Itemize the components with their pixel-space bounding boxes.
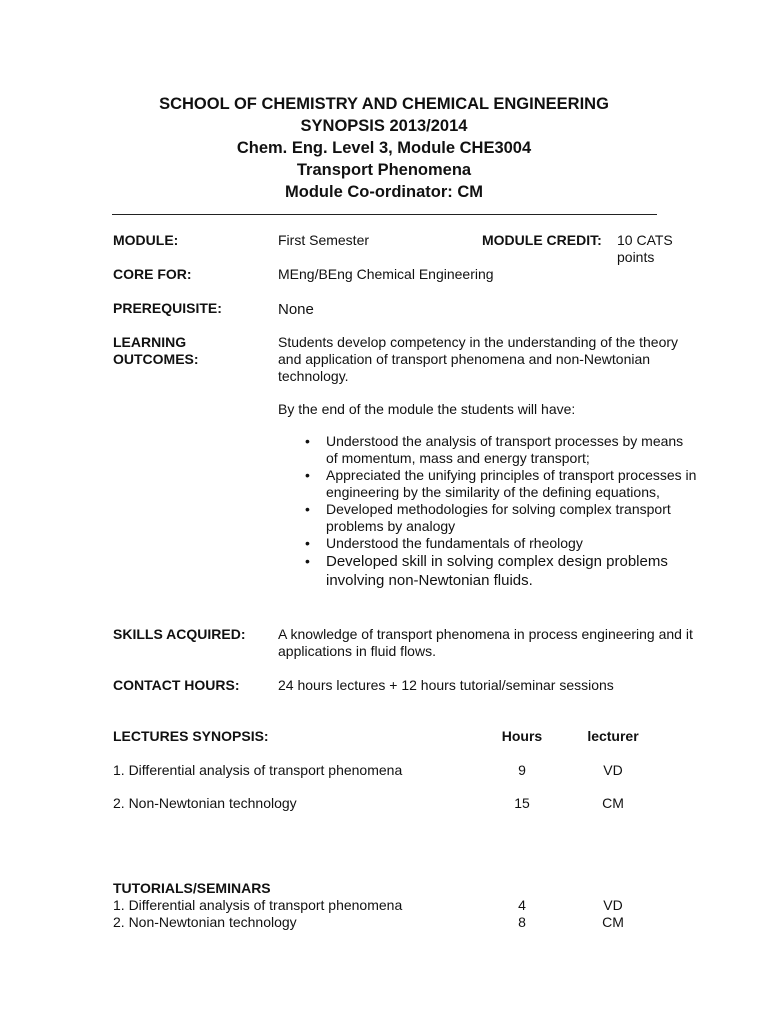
prerequisite-label: PREREQUISITE: [113, 300, 222, 316]
prerequisite-value: None [278, 301, 314, 318]
module-value: First Semester [278, 232, 370, 248]
tutorial-topic-2: 2. Non-Newtonian technology [113, 914, 297, 930]
learning-outcomes-intro: By the end of the module the students will have: [278, 401, 576, 417]
module-credit-unit: points [617, 249, 655, 265]
learning-outcomes-list [297, 433, 697, 590]
tutorial-topic-1: 1. Differential analysis of transport phenomena [113, 897, 403, 913]
tutorials-heading: TUTORIALS/SEMINARS [113, 880, 271, 896]
learning-outcomes-text: Students develop competency in the understanding of the theory and application of transport phenomena and non-Newtonian technology. [278, 334, 679, 384]
lecture-topic-1: 1. Differential analysis of transport phenomena [113, 762, 403, 778]
contact-hours-label: CONTACT HOURS: [113, 677, 240, 693]
header-divider [112, 214, 657, 215]
core-for-value: MEng/BEng Chemical Engineering [278, 266, 494, 282]
module-label: MODULE: [113, 232, 179, 248]
document-header [0, 93, 768, 203]
lecture-hours-2: 15 [514, 795, 530, 811]
lecture-topic-2: 2. Non-Newtonian technology [113, 795, 297, 811]
list-item: • Appreciated the unifying principles of transport processes in engineering by the similarity of the defining equations, [297, 467, 697, 501]
lectures-hours-header: Hours [501, 728, 543, 744]
tutorial-lecturer-1: VD [603, 897, 623, 913]
skills-acquired-label: SKILLS ACQUIRED: [113, 626, 246, 642]
module-credit-value: 10 CATS [617, 232, 673, 248]
learning-outcomes-label-2: OUTCOMES: [113, 351, 199, 367]
module-title: Transport Phenomena [296, 161, 472, 179]
lectures-lecturer-header: lecturer [587, 728, 639, 744]
skills-acquired-value: A knowledge of transport phenomena in process engineering and it applications in fluid flows. [278, 626, 693, 659]
learning-outcomes-label-1: LEARNING [113, 334, 187, 350]
list-item: • Developed skill in solving complex design problems involving non-Newtonian fluids. [297, 552, 697, 590]
lecture-lecturer-1: VD [603, 762, 623, 778]
core-for-label: CORE FOR: [113, 266, 192, 282]
list-item: • Developed methodologies for solving complex transport problems by analogy [297, 501, 697, 535]
list-item: • Understood the fundamentals of rheology [297, 535, 697, 552]
list-item: • Understood the analysis of transport processes by means of momentum, mass and energy transport; [297, 433, 697, 467]
tutorial-lecturer-2: CM [602, 914, 624, 930]
lectures-synopsis-heading: LECTURES SYNOPSIS: [113, 728, 269, 744]
contact-hours-value: 24 hours lectures + 12 hours tutorial/seminar sessions [278, 677, 614, 693]
lecture-lecturer-2: CM [602, 795, 624, 811]
school-title: SCHOOL OF CHEMISTRY AND CHEMICAL ENGINEERING [159, 95, 609, 113]
synopsis-year: SYNOPSIS 2013/2014 [300, 117, 468, 135]
module-credit-label: MODULE CREDIT: [482, 232, 602, 248]
module-code: Chem. Eng. Level 3, Module CHE3004 [236, 139, 532, 157]
tutorial-hours-1: 4 [518, 897, 526, 913]
lecture-hours-1: 9 [518, 762, 526, 778]
module-coordinator: Module Co-ordinator: CM [285, 183, 483, 201]
tutorial-hours-2: 8 [518, 914, 526, 930]
